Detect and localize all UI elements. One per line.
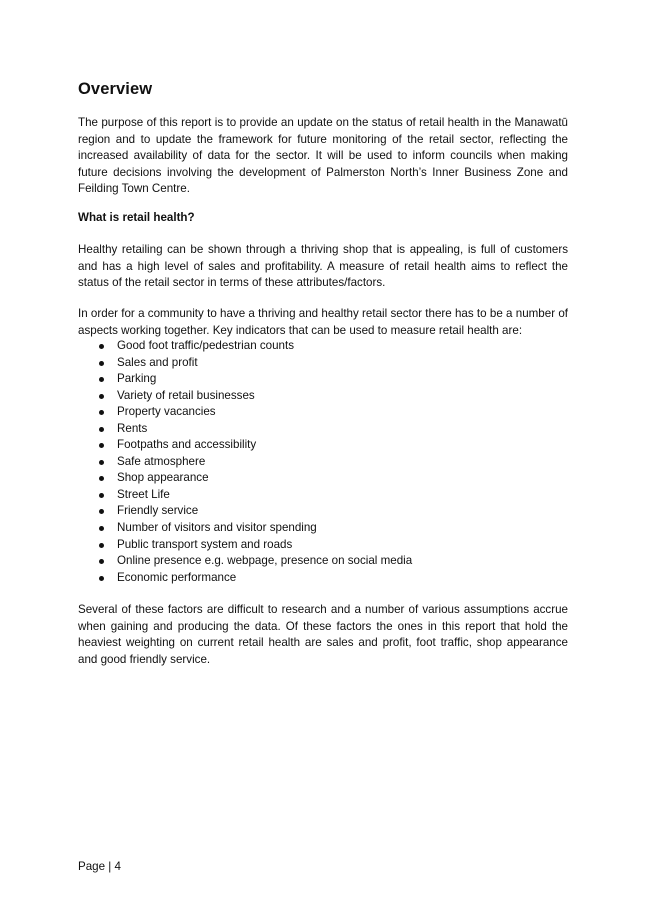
bullet-icon	[99, 361, 104, 366]
bullet-icon	[99, 443, 104, 448]
list-item	[78, 503, 568, 520]
list-item	[78, 371, 568, 388]
list-item-text: Rents	[117, 421, 148, 435]
indicators-list	[78, 338, 568, 586]
section-heading: Overview	[78, 80, 153, 98]
list-item-text: Sales and profit	[117, 355, 198, 369]
list-item-text: Parking	[117, 372, 157, 386]
bullet-icon	[99, 410, 104, 415]
page-number: Page | 4	[78, 860, 121, 873]
list-item	[78, 570, 568, 587]
bullet-icon	[99, 576, 104, 581]
bullet-icon	[99, 427, 104, 432]
subheading: What is retail health?	[78, 211, 195, 224]
list-item	[78, 355, 568, 372]
bullet-icon	[99, 543, 104, 548]
bullet-icon	[99, 509, 104, 514]
document-page	[78, 0, 568, 912]
intro-paragraph: The purpose of this report is to provide an update on the status of retail health in the Manawatū region and to update the framework for future monitoring of the retail sector, reflecting the increased availability of data for the sector. It will be used to inform councils when making future decisions involving the development of Palmerston North’s Inner Business Zone and Feilding Town Centre.	[78, 116, 568, 195]
bullet-icon	[99, 377, 104, 382]
bullet-icon	[99, 460, 104, 465]
list-item-text: Online presence e.g. webpage, presence on social media	[117, 554, 413, 568]
bullet-icon	[99, 476, 104, 481]
list-item-text: Economic performance	[117, 570, 237, 584]
list-item-text: Public transport system and roads	[117, 537, 293, 551]
list-item-text: Number of visitors and visitor spending	[117, 521, 317, 535]
list-item	[78, 520, 568, 537]
list-item	[78, 388, 568, 405]
list-item	[78, 454, 568, 471]
list-item	[78, 437, 568, 454]
definition-paragraph: Healthy retailing can be shown through a thriving shop that is appealing, is full of customers and has a high level of sales and profitability. A measure of retail health aims to reflect the status of the retail sector in terms of these attributes/factors.	[78, 243, 568, 289]
list-item-text: Shop appearance	[117, 471, 209, 485]
bullet-icon	[99, 344, 104, 349]
bullet-icon	[99, 493, 104, 498]
list-item	[78, 537, 568, 554]
bullet-icon	[99, 526, 104, 531]
list-item-text: Safe atmosphere	[117, 454, 206, 468]
list-item-text: Property vacancies	[117, 405, 216, 419]
bullet-icon	[99, 394, 104, 399]
list-item	[78, 487, 568, 504]
list-item	[78, 421, 568, 438]
list-item-text: Street Life	[117, 487, 170, 501]
list-item	[78, 553, 568, 570]
bullet-icon	[99, 559, 104, 564]
indicators-intro-paragraph: In order for a community to have a thriving and healthy retail sector there has to be a number of aspects working together. Key indicators that can be used to measure retail health are:	[78, 307, 568, 337]
list-item	[78, 338, 568, 355]
list-item-text: Variety of retail businesses	[117, 388, 255, 402]
list-item-text: Footpaths and accessibility	[117, 438, 257, 452]
list-item-text: Good foot traffic/pedestrian counts	[117, 339, 295, 352]
list-item-text: Friendly service	[117, 504, 199, 518]
list-item	[78, 470, 568, 487]
list-item	[78, 404, 568, 421]
closing-paragraph: Several of these factors are difficult to research and a number of various assumptions accrue when gaining and producing the data. Of these factors the ones in this report that hold the heaviest weighting on current retail health are sales and profit, foot traffic, shop appearance and good friendly service.	[78, 603, 568, 666]
